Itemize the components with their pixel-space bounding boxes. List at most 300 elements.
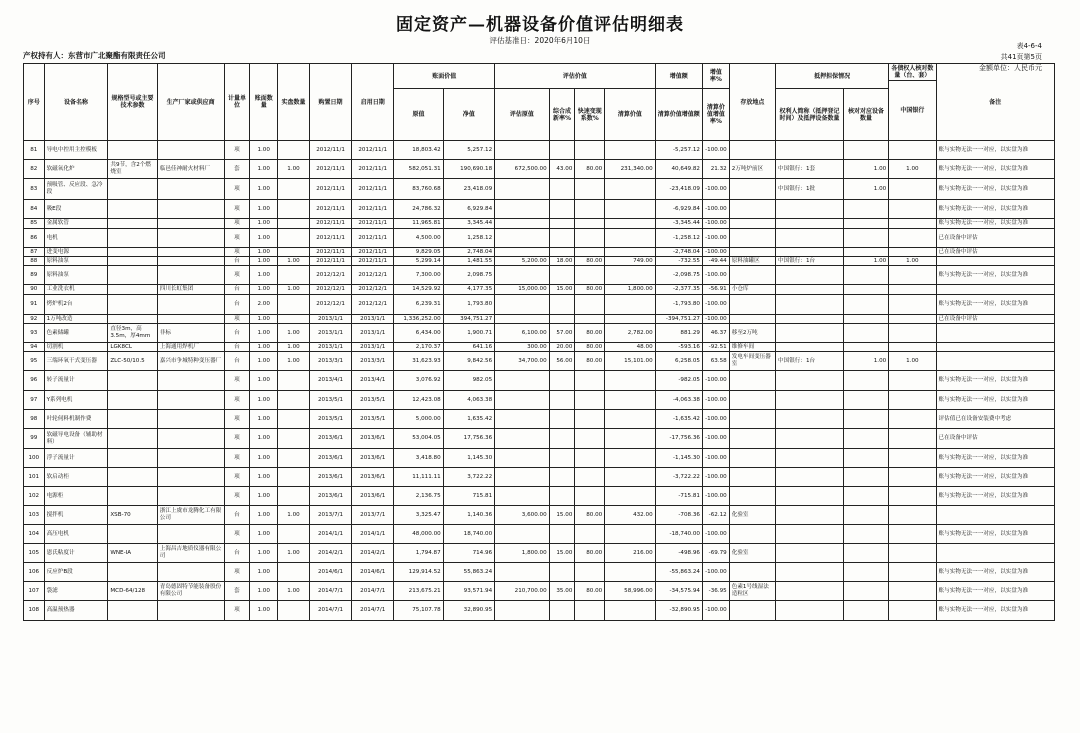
cell-actual-qty: 1.00 [278,582,310,601]
cell-maker: 四川长虹集团 [157,285,224,295]
cell-ph: 中国银行：1批 [776,179,844,200]
amount-unit: 金额单位：人民币元 [979,64,1042,72]
cell-seq: 84 [24,200,45,219]
cell-eo [495,371,550,391]
cell-eo [495,229,550,248]
cell-rate [549,410,575,429]
cell-unit: 台 [224,257,250,266]
cell-book-qty: 1.00 [250,200,278,219]
cell-name: 恩氏粘度计 [44,544,108,563]
header-liquid-increase-rate: 清算价值增值率% [702,89,729,141]
cell-ph [776,506,844,525]
cell-pd: 2013/5/1 [309,391,351,410]
cell-orig: 213,675.21 [394,582,443,601]
cell-unit: 项 [224,601,250,621]
cell-sd: 2014/1/1 [352,525,394,544]
cell-unit: 项 [224,525,250,544]
cell-ph [776,601,844,621]
cell-eo: 672,500.00 [495,160,550,179]
table-row [24,160,1055,179]
table-row [24,601,1055,621]
cell-loc: 2万吨炉前区 [729,160,775,179]
cell-name: 导电中控用主控模板 [44,141,108,160]
cell-maker [157,257,224,266]
cell-lv [605,449,655,468]
cell-net: 2,748.04 [443,248,494,257]
cell-lv [605,429,655,449]
cell-pd: 2014/7/1 [309,582,351,601]
page-info: 共41页第5页 [1000,53,1042,61]
cell-book-qty: 1.00 [250,352,278,371]
cell-net: 394,751.27 [443,315,494,324]
header-liquid-value: 清算价值 [605,89,655,141]
table-row [24,487,1055,506]
cell-lr: 80.00 [575,582,605,601]
cell-loc: 色素1号线湿法造粒区 [729,582,775,601]
cell-bank [889,525,936,544]
cell-remark: 账与实物无法一一对应，以实盘为准 [936,449,1054,468]
cell-actual-qty [278,315,310,324]
cell-lr: 80.00 [575,257,605,266]
cell-remark: 账与实物无法一一对应，以实盘为准 [936,200,1054,219]
cell-lr: 80.00 [575,160,605,179]
cell-lr [575,391,605,410]
header-original: 原值 [394,89,443,141]
cell-sd: 2012/12/1 [352,295,394,315]
valuation-date: 评估基准日：2020年6月10日 [489,36,591,45]
cell-actual-qty: 1.00 [278,544,310,563]
cell-net: 9,842.56 [443,352,494,371]
cell-seq: 105 [24,544,45,563]
cell-sd: 2012/11/1 [352,219,394,229]
cell-spec [108,266,157,285]
cell-sd: 2012/11/1 [352,160,394,179]
cell-spec [108,295,157,315]
cell-name: 原料油泵 [44,266,108,285]
cell-name: 预吸管、反应段、急冷段 [44,179,108,200]
cell-inc: -1,635.42 [655,410,702,429]
cell-seq: 101 [24,468,45,487]
cell-book-qty: 2.00 [250,295,278,315]
cell-lv [605,200,655,219]
asset-valuation-table [23,63,1055,621]
cell-remark: 账与实物无法一一对应，以实盘为准 [936,160,1054,179]
cell-lr [575,295,605,315]
cell-maker [157,525,224,544]
cell-seq: 104 [24,525,45,544]
cell-pd: 2012/11/1 [309,179,351,200]
cell-eo [495,563,550,582]
cell-orig: 24,786.32 [394,200,443,219]
table-row [24,468,1055,487]
cell-maker [157,295,224,315]
cell-orig: 129,914.52 [394,563,443,582]
cell-net: 1,481.55 [443,257,494,266]
cell-lr: 80.00 [575,352,605,371]
cell-lr: 80.00 [575,324,605,343]
cell-pq [843,563,888,582]
cell-lv [605,391,655,410]
cell-ph [776,544,844,563]
cell-sd: 2013/6/1 [352,468,394,487]
cell-incr: -100.00 [702,295,729,315]
cell-pq [843,525,888,544]
cell-incr: -100.00 [702,141,729,160]
cell-pd: 2013/1/1 [309,343,351,352]
cell-seq: 97 [24,391,45,410]
cell-pq [843,391,888,410]
cell-rate [549,179,575,200]
cell-orig: 31,623.93 [394,352,443,371]
cell-ph [776,449,844,468]
cell-remark [936,324,1054,343]
cell-pq [843,219,888,229]
cell-pd: 2013/4/1 [309,371,351,391]
cell-maker [157,229,224,248]
header-liquid-rate: 快速变现系数% [575,89,605,141]
cell-incr: 63.58 [702,352,729,371]
cell-rate [549,601,575,621]
cell-pd: 2013/5/1 [309,410,351,429]
cell-actual-qty [278,449,310,468]
cell-inc: -55,863.24 [655,563,702,582]
cell-eo [495,200,550,219]
cell-spec [108,179,157,200]
cell-net: 17,756.36 [443,429,494,449]
header-eval-value: 评估价值 [495,64,656,89]
cell-spec [108,487,157,506]
cell-book-qty: 1.00 [250,449,278,468]
table-row [24,525,1055,544]
cell-maker [157,449,224,468]
cell-pd: 2013/6/1 [309,429,351,449]
cell-maker [157,429,224,449]
cell-pq [843,141,888,160]
cell-bank [889,315,936,324]
cell-pq [843,601,888,621]
cell-maker: 浙江上虞市龙腾化工有限公司 [157,506,224,525]
cell-sd: 2012/11/1 [352,200,394,219]
cell-bank [889,544,936,563]
cell-pq [843,429,888,449]
cell-actual-qty: 1.00 [278,285,310,295]
cell-remark: 评估值已在设备安装费中考虑 [936,410,1054,429]
cell-spec [108,468,157,487]
cell-incr: -100.00 [702,391,729,410]
cell-bank [889,506,936,525]
cell-lr [575,487,605,506]
cell-ph [776,219,844,229]
cell-inc: -2,748.04 [655,248,702,257]
cell-bank [889,324,936,343]
cell-net: 982.05 [443,371,494,391]
cell-name: 袋滤 [44,582,108,601]
cell-eo [495,219,550,229]
cell-net: 1,635.42 [443,410,494,429]
cell-rate: 20.00 [549,343,575,352]
cell-unit: 套 [224,582,250,601]
cell-remark: 账与实物无法一一对应，以实盘为准 [936,391,1054,410]
cell-orig: 5,299.14 [394,257,443,266]
cell-remark: 账与实物无法一一对应，以实盘为准 [936,266,1054,285]
cell-lr [575,141,605,160]
cell-name: 色素储罐 [44,324,108,343]
cell-seq: 95 [24,352,45,371]
cell-lr [575,219,605,229]
cell-seq: 82 [24,160,45,179]
cell-unit: 项 [224,391,250,410]
cell-pd: 2014/1/1 [309,525,351,544]
cell-seq: 100 [24,449,45,468]
cell-bank [889,285,936,295]
table-row [24,315,1055,324]
cell-incr: -100.00 [702,429,729,449]
cell-incr: -100.00 [702,371,729,391]
header-bank: 中国银行 [889,81,936,141]
cell-sd: 2014/7/1 [352,582,394,601]
cell-book-qty: 1.00 [250,266,278,285]
cell-rate [549,391,575,410]
cell-lv [605,315,655,324]
cell-inc: -715.81 [655,487,702,506]
cell-seq: 92 [24,315,45,324]
cell-remark: 账与实物无法一一对应，以实盘为准 [936,525,1054,544]
cell-net: 1,140.36 [443,506,494,525]
cell-lv: 749.00 [605,257,655,266]
cell-maker: 青岛德固特节能装备股份有限公司 [157,582,224,601]
cell-incr: -100.00 [702,563,729,582]
cell-spec [108,257,157,266]
cell-name: 原料油泵 [44,257,108,266]
cell-name: 工业洗衣机 [44,285,108,295]
cell-actual-qty: 1.00 [278,160,310,179]
cell-actual-qty: 1.00 [278,257,310,266]
cell-lv [605,295,655,315]
cell-sd: 2013/1/1 [352,315,394,324]
cell-inc: -2,377.35 [655,285,702,295]
cell-eo [495,248,550,257]
cell-bank [889,487,936,506]
cell-inc: -982.05 [655,371,702,391]
cell-lr [575,266,605,285]
cell-lr [575,248,605,257]
cell-ph [776,391,844,410]
cell-lv: 48.00 [605,343,655,352]
cell-incr: -100.00 [702,248,729,257]
cell-lv: 15,101.00 [605,352,655,371]
cell-maker: 临邑佳神耐火材料厂 [157,160,224,179]
cell-bank [889,179,936,200]
cell-eo: 3,600.00 [495,506,550,525]
cell-book-qty: 1.00 [250,601,278,621]
cell-seq: 86 [24,229,45,248]
cell-pd: 2012/11/1 [309,257,351,266]
cell-lr [575,315,605,324]
cell-actual-qty [278,229,310,248]
table-row [24,179,1055,200]
cell-sd: 2012/12/1 [352,285,394,295]
header-increase-rate: 增值率% [702,64,729,89]
cell-eo [495,315,550,324]
property-owner: 产权持有人：东营市广北聚酯有限责任公司 [23,51,166,60]
cell-ph [776,429,844,449]
cell-orig: 6,434.00 [394,324,443,343]
cell-ph [776,371,844,391]
cell-remark [936,257,1054,266]
cell-spec [108,371,157,391]
cell-lv [605,525,655,544]
cell-maker [157,179,224,200]
cell-rate: 15.00 [549,506,575,525]
cell-lv: 2,782.00 [605,324,655,343]
cell-pd: 2012/11/1 [309,248,351,257]
cell-actual-qty: 1.00 [278,343,310,352]
cell-actual-qty [278,200,310,219]
cell-rate [549,525,575,544]
table-row [24,352,1055,371]
cell-bank: 1.00 [889,352,936,371]
cell-bank: 1.00 [889,160,936,179]
cell-maker [157,468,224,487]
cell-lv [605,487,655,506]
cell-pd: 2013/7/1 [309,506,351,525]
cell-inc: -394,751.27 [655,315,702,324]
cell-inc: -708.36 [655,506,702,525]
cell-ph [776,410,844,429]
cell-sd: 2013/6/1 [352,429,394,449]
cell-orig: 582,051.31 [394,160,443,179]
cell-loc: 发电车间变压器室 [729,352,775,371]
cell-ph [776,324,844,343]
cell-rate [549,487,575,506]
cell-rate [549,371,575,391]
cell-maker [157,315,224,324]
cell-name: Y系列电机 [44,391,108,410]
cell-eo [495,601,550,621]
cell-name: 搅拌机 [44,506,108,525]
cell-inc: -4,063.38 [655,391,702,410]
cell-orig: 7,300.00 [394,266,443,285]
cell-seq: 108 [24,601,45,621]
cell-pq [843,229,888,248]
cell-loc [729,525,775,544]
cell-spec: MCD-64/128 [108,582,157,601]
cell-seq: 87 [24,248,45,257]
cell-incr: -100.00 [702,266,729,285]
cell-book-qty: 1.00 [250,468,278,487]
cell-name: 电源柜 [44,487,108,506]
cell-seq: 94 [24,343,45,352]
cell-bank [889,219,936,229]
cell-lv: 1,800.00 [605,285,655,295]
cell-pq: 1.00 [843,160,888,179]
cell-name: 电机 [44,229,108,248]
cell-pd: 2012/11/1 [309,229,351,248]
table-row [24,371,1055,391]
cell-book-qty: 1.00 [250,285,278,295]
cell-pq [843,582,888,601]
cell-pd: 2012/11/1 [309,219,351,229]
cell-remark: 已在设备中评估 [936,315,1054,324]
cell-book-qty: 1.00 [250,506,278,525]
cell-maker [157,601,224,621]
cell-lv [605,229,655,248]
cell-inc: -3,722.22 [655,468,702,487]
cell-actual-qty: 1.00 [278,506,310,525]
cell-lv: 58,996.00 [605,582,655,601]
cell-spec [108,601,157,621]
cell-pd: 2013/1/1 [309,315,351,324]
cell-pd: 2012/11/1 [309,141,351,160]
cell-ph [776,248,844,257]
cell-inc: -17,756.36 [655,429,702,449]
cell-lv [605,410,655,429]
cell-lr [575,429,605,449]
cell-unit: 项 [224,315,250,324]
cell-incr: -56.91 [702,285,729,295]
cell-unit: 项 [224,410,250,429]
cell-pq [843,200,888,219]
cell-incr: -100.00 [702,179,729,200]
cell-loc [729,266,775,285]
cell-remark: 账与实物无法一一对应，以实盘为准 [936,468,1054,487]
cell-lr: 80.00 [575,285,605,295]
cell-ph [776,468,844,487]
cell-eo: 210,700.00 [495,582,550,601]
cell-pq [843,324,888,343]
cell-seq: 102 [24,487,45,506]
cell-maker [157,487,224,506]
cell-incr: -36.95 [702,582,729,601]
cell-unit: 项 [224,487,250,506]
cell-spec [108,200,157,219]
cell-orig: 1,336,252.00 [394,315,443,324]
cell-inc: -1,793.80 [655,295,702,315]
cell-seq: 103 [24,506,45,525]
cell-bank [889,582,936,601]
cell-actual-qty: 1.00 [278,324,310,343]
cell-orig: 3,325.47 [394,506,443,525]
cell-name: 三端环氧干式变压器 [44,352,108,371]
cell-pd: 2012/12/1 [309,295,351,315]
cell-spec [108,285,157,295]
cell-book-qty: 1.00 [250,525,278,544]
cell-seq: 99 [24,429,45,449]
cell-bank [889,266,936,285]
cell-pd: 2014/6/1 [309,563,351,582]
cell-incr: 46.37 [702,324,729,343]
cell-bank: 1.00 [889,257,936,266]
cell-spec [108,525,157,544]
cell-unit: 项 [224,429,250,449]
cell-unit: 套 [224,160,250,179]
cell-loc: 原料油罐区 [729,257,775,266]
cell-rate: 18.00 [549,257,575,266]
cell-unit: 项 [224,563,250,582]
cell-bank [889,248,936,257]
cell-seq: 89 [24,266,45,285]
table-row [24,429,1055,449]
cell-incr: -100.00 [702,601,729,621]
cell-lr: 80.00 [575,343,605,352]
cell-inc: -593.16 [655,343,702,352]
cell-maker [157,410,224,429]
header-book-qty: 账面数量 [250,64,278,141]
cell-maker [157,391,224,410]
cell-rate [549,315,575,324]
cell-incr: -69.79 [702,544,729,563]
cell-spec [108,219,157,229]
